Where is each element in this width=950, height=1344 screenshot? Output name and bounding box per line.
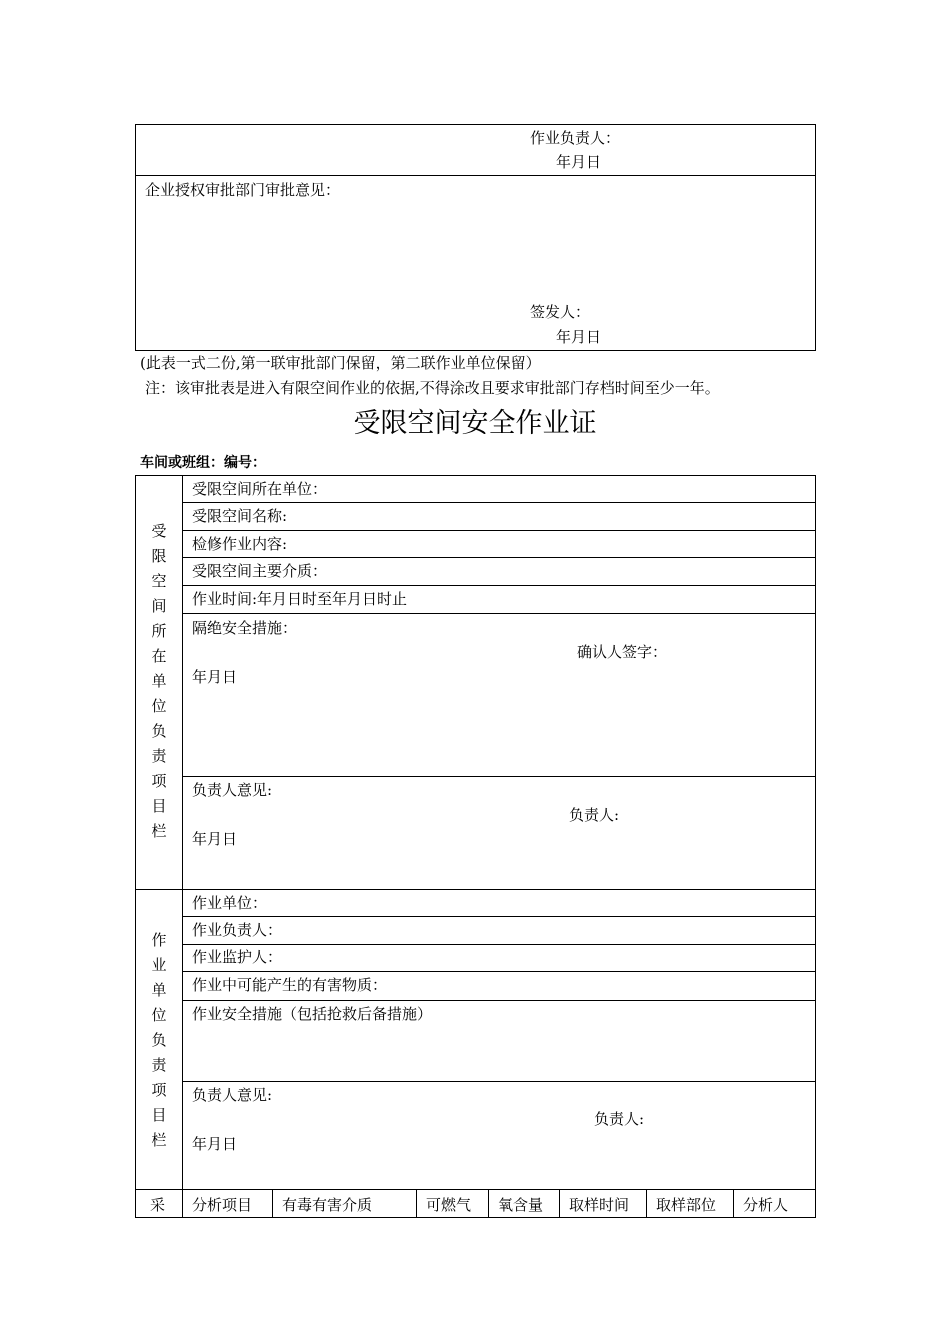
confirm-signature-label: 确认人签字： [577, 643, 668, 661]
row-divider [182, 1081, 816, 1082]
responsible-person-label: 负责人: [569, 806, 620, 824]
side-column-divider [182, 475, 183, 1218]
row-divider [182, 585, 816, 586]
sampling-header-sampling-location: 取样部位 [656, 1196, 717, 1214]
row-divider [182, 530, 816, 531]
safety-measures-label: 作业安全措施（包括抢救后备措施） [192, 1005, 433, 1023]
sampling-header-combustible-gas: 可燃气 [426, 1196, 472, 1214]
sampling-header-sampling-time: 取样时间 [569, 1196, 630, 1214]
work-leader-date: 年月日 [556, 153, 602, 171]
sampling-side-label: 采 [150, 1196, 166, 1214]
column-divider [733, 1189, 734, 1218]
column-divider [646, 1189, 647, 1218]
section-divider [135, 889, 816, 890]
isolation-date: 年月日 [192, 668, 238, 686]
work-leader-label: 作业负责人： [530, 129, 621, 147]
approval-table-divider [135, 175, 816, 176]
signer-date: 年月日 [556, 328, 602, 346]
responsible-opinion-date: 年月日 [192, 830, 238, 848]
copies-note: (此表一式二份,第一联审批部门保留，第二联作业单位保留） [140, 354, 541, 372]
work-guardian-field-label: 作业监护人： [192, 948, 283, 966]
sampling-header-oxygen-content: 氧含量 [498, 1196, 544, 1214]
workshop-number-label: 车间或班组：编号： [140, 455, 266, 471]
row-divider [182, 916, 816, 917]
harmful-substances-field-label: 作业中可能产生的有害物质： [192, 976, 388, 994]
isolation-measures-label: 隔绝安全措施： [192, 619, 298, 637]
row-divider [182, 557, 816, 558]
section-divider [135, 1189, 816, 1190]
approval-opinion-label: 企业授权审批部门审批意见： [145, 181, 341, 199]
column-divider [559, 1189, 560, 1218]
permit-table [135, 475, 816, 1218]
work-time-field-label: 作业时间:年月日时至年月日时止 [192, 590, 408, 608]
sampling-header-analysis-item: 分析项目 [192, 1196, 253, 1214]
row-divider [182, 944, 816, 945]
page-title: 受限空间安全作业证 [353, 408, 597, 439]
approval-table [135, 124, 816, 351]
row-divider [182, 502, 816, 503]
row-divider [182, 971, 816, 972]
responsible-opinion-label: 负责人意见: [192, 781, 273, 799]
column-divider [488, 1189, 489, 1218]
row-divider [182, 776, 816, 777]
space-name-field-label: 受限空间名称: [192, 507, 288, 525]
work-unit-field-label: 作业单位： [192, 894, 268, 912]
section1-side-label: 受限空间所在单位负责项目栏 [151, 522, 167, 840]
main-medium-field-label: 受限空间主要介质： [192, 562, 328, 580]
column-divider [272, 1189, 273, 1218]
sampling-header-toxic-medium: 有毒有害介质 [282, 1196, 373, 1214]
work-unit-opinion-date: 年月日 [192, 1135, 238, 1153]
work-leader-field-label: 作业负责人： [192, 921, 283, 939]
work-unit-opinion-label: 负责人意见: [192, 1086, 273, 1104]
remark-note: 注：该审批表是进入有限空间作业的依据,不得涂改且要求审批部门存档时间至少一年。 [145, 379, 720, 397]
row-divider [182, 1000, 816, 1001]
signer-label: 签发人： [530, 303, 591, 321]
row-divider [182, 613, 816, 614]
maintenance-content-field-label: 检修作业内容: [192, 535, 288, 553]
unit-field-label: 受限空间所在单位： [192, 480, 328, 498]
section2-side-label: 作业单位负责项目栏 [151, 931, 167, 1149]
work-unit-responsible-label: 负责人: [594, 1110, 645, 1128]
column-divider [416, 1189, 417, 1218]
sampling-header-analyst: 分析人 [743, 1196, 789, 1214]
